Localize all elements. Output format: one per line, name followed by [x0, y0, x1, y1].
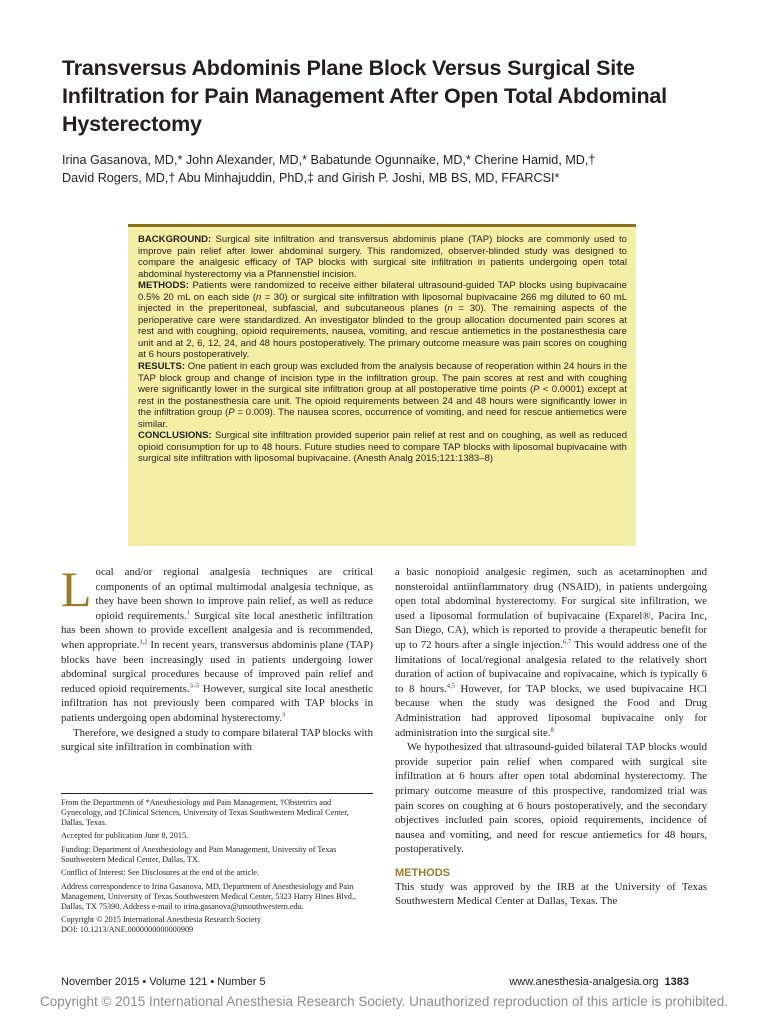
- author-line-2: David Rogers, MD,† Abu Minhajuddin, PhD,‡ and Girish P. Joshi, MB BS, MD, FFARCSI*: [62, 171, 560, 185]
- results-label: RESULTS:: [138, 361, 186, 373]
- right-text-b: This would address one of the limitations of local/regional analgesia related to the relatively short duration of action of bupivacaine and ropivacaine, which is typically 6 to 8 hours.: [395, 638, 707, 695]
- background-text: Surgical site infiltration and transversus abdominis plane (TAP) blocks are commonly used to improve pain relief after lower abdominal surgery. This randomized, observer-blinded study was designed to compare the analgesic efficacy of TAP blocks with surgical site infiltration in patients undergoing open total abdominal hysterectomy via a Pfannenstiel incision.: [138, 234, 627, 280]
- citation: 1: [186, 609, 191, 617]
- author-list: [62, 151, 722, 187]
- methods-n1: n: [256, 291, 262, 303]
- citation: 8: [550, 725, 554, 733]
- methods-paragraph: This study was approved by the IRB at the University of Texas Southwestern Medical Center at Dallas, Texas. The: [395, 880, 707, 908]
- citation: 3–5: [189, 682, 200, 690]
- results-text-b: < 0.0001) except at rest in the postanesthesia care unit. The opioid requirements between 24 and 48 hours were significantly lower in the infiltration group (: [138, 384, 627, 419]
- results-p1: P: [533, 384, 540, 396]
- right-text-c: However, for TAP blocks, we used bupivacaine HCl because when the study was designed the Food and Drug Administration had approved liposomal bupivacaine only for administration into the surgical site.: [395, 682, 708, 739]
- copyright-note: [61, 915, 373, 935]
- methods-label: METHODS:: [138, 280, 189, 292]
- body-column-right: [395, 565, 707, 909]
- article-title: Transversus Abdominis Plane Block Versus Surgical Site Infiltration for Pain Management After Open Total Abdominal Hysterectomy: [62, 56, 667, 136]
- issue-info: November 2015 • Volume 121 • Number 5: [61, 976, 266, 988]
- conclusions-label: CONCLUSIONS:: [138, 430, 212, 442]
- correspondence-note: Address correspondence to Irina Gasanova, MD, Department of Anesthesiology and Pain Management, University of Texas Southwestern Medical Center, 5323 Harry Hines Blvd., Dallas, TX 75390. Address e-mail to irina.gasanova@utsouthwestern.edu.: [61, 881, 356, 911]
- hypothesis-paragraph: We hypothesized that ultrasound-guided bilateral TAP blocks would provide superior pain relief when compared with surgical site infiltration at 6 hours after open total abdominal hysterectomy. The primary outcome measure of this prospective, randomized trial was pain scores on coughing at 6 hours postoperatively, and the secondary objectives included pain scores, opioid requirements, incidence of nausea and vomiting, and need for rescue antiemetics for 48 hours, postoperatively.: [395, 741, 707, 856]
- affiliation-note: From the Departments of *Anesthesiology and Pain Management, †Obstetrics and Gynecology, and ‡Clinical Sciences, University of Texas Southwestern Medical Center, Dallas, Texas.: [61, 798, 349, 827]
- funding-note: Funding: Department of Anesthesiology and Pain Management, University of Texas Southwestern Medical Center, Dallas, TX.: [61, 844, 337, 864]
- right-text-a: a basic nonopioid analgesic regimen, such as acetaminophen and nonsteroidal antiinflammatory drug (NSAID), in patients undergoing open total abdominal hysterectomy. For surgical site infiltration, we used a liposomal formulation of bupivacaine (Exparel®, Pacira Inc, San Diego, CA), which is reported to provide a therapeutic benefit for up to 72 hours after a single injection.: [395, 566, 707, 651]
- footnotes: [61, 798, 373, 938]
- citation: 6,7: [562, 638, 572, 646]
- conclusions-text: Surgical site infiltration provided superior pain relief at rest and on coughing, as well as reduced opioid consumption for up to 48 hours. Future studies need to compare TAP blocks with liposomal bupivacaine with surgical site infiltration with liposomal bupivacaine. (Anesth Analg 2015;121:1383–8): [138, 430, 628, 465]
- abstract-box: [128, 224, 636, 546]
- abstract-results: [138, 361, 627, 430]
- methods-text-b: = 30) or surgical site infiltration with liposomal bupivacaine 266 mg diluted to 60 mL injected in the preperitoneal, subfascial, and subcutaneous planes (: [138, 291, 628, 315]
- citation: 1,2: [139, 638, 148, 646]
- results-p2: P: [228, 407, 235, 419]
- abstract-background: [138, 234, 627, 280]
- doi-line: DOI: 10.1213/ANE.0000000000000909: [61, 924, 194, 934]
- intro-text-c: In recent years, transversus abdominis plane (TAP) blocks have been increasingly used in patients undergoing lower abdominal surgical procedures because of improved pain relief and reduced opioid requirements.: [61, 638, 373, 695]
- intro-text-d: However, surgical site local anesthetic infiltration has not previously been compared with TAP blocks in patients undergoing open abdominal hysterectomy.: [61, 682, 373, 724]
- results-text-c: = 0.009). The nausea scores, occurrence of vomiting, and need for rescue antiemetics were similar.: [138, 407, 627, 430]
- right-paragraph-1: [395, 565, 707, 740]
- intro-text-a: ocal and/or regional analgesia techniques are critical components of an optimal multimodal analgesia technique, as they have been shown to improve pain relief, as well as reduce opioid requirements.: [95, 566, 373, 622]
- conflict-note: Conflict of Interest: See Disclosures at the end of the article.: [61, 868, 260, 878]
- background-label: BACKGROUND:: [138, 234, 212, 245]
- methods-heading: METHODS: [395, 866, 450, 879]
- copyright-banner: Copyright © 2015 International Anesthesia Research Society. Unauthorized reproduction of this article is prohibited.: [39, 994, 729, 1009]
- journal-url[interactable]: www.anesthesia-analgesia.org: [509, 976, 659, 988]
- methods-text-a: Patients were randomized to receive either bilateral ultrasound-guided TAP blocks using bupivacaine 0.5% 20 mL on each side (: [138, 280, 627, 303]
- drop-cap: L: [61, 561, 92, 617]
- citation: 3: [282, 711, 286, 719]
- intro-text-b: Surgical site local anesthetic infiltration has been shown to provide excellent analgesia and is recommended, when appropriate.: [61, 609, 373, 651]
- intro-paragraph-1: [61, 561, 373, 726]
- results-text-a: One patient in each group was excluded from the analysis because of reoperation within 24 hours in the TAP block group and change of incision type in the infiltration group. The pain scores at rest and with coughing were significantly lower in the surgical site infiltration group at all postoperative time points (: [138, 361, 627, 396]
- footnote-divider: [61, 793, 373, 794]
- copyright-line: Copyright © 2015 International Anesthesia Research Society: [61, 915, 261, 925]
- page-footer: [61, 976, 689, 992]
- abstract-methods: [138, 280, 627, 361]
- author-line-1: Irina Gasanova, MD,* John Alexander, MD,* Babatunde Ogunnaike, MD,* Cherine Hamid, MD,†: [62, 153, 596, 167]
- body-column-left: [61, 561, 373, 755]
- accepted-note: Accepted for publication June 8, 2015.: [61, 831, 189, 841]
- methods-text-c: = 30). The remaining aspects of the perioperative care were standardized. An investigator blinded to the group allocation documented pain scores at rest and with coughing, opioid requirements, nausea, vomiting, and rescue antiemetics in the postanesthesia care unit and at 2, 6, 12, 24, and 48 hours postoperatively. The primary outcome measure was pain scores on coughing at 6 hours postoperatively.: [138, 303, 627, 361]
- intro-paragraph-2: Therefore, we designed a study to compare bilateral TAP blocks with surgical site infiltration in combination with: [61, 726, 373, 754]
- abstract-conclusions: [138, 430, 627, 465]
- citation: 4,5: [446, 682, 455, 690]
- footer-right: [509, 976, 689, 988]
- methods-n2: n: [447, 303, 453, 315]
- page-number: 1383: [664, 976, 689, 988]
